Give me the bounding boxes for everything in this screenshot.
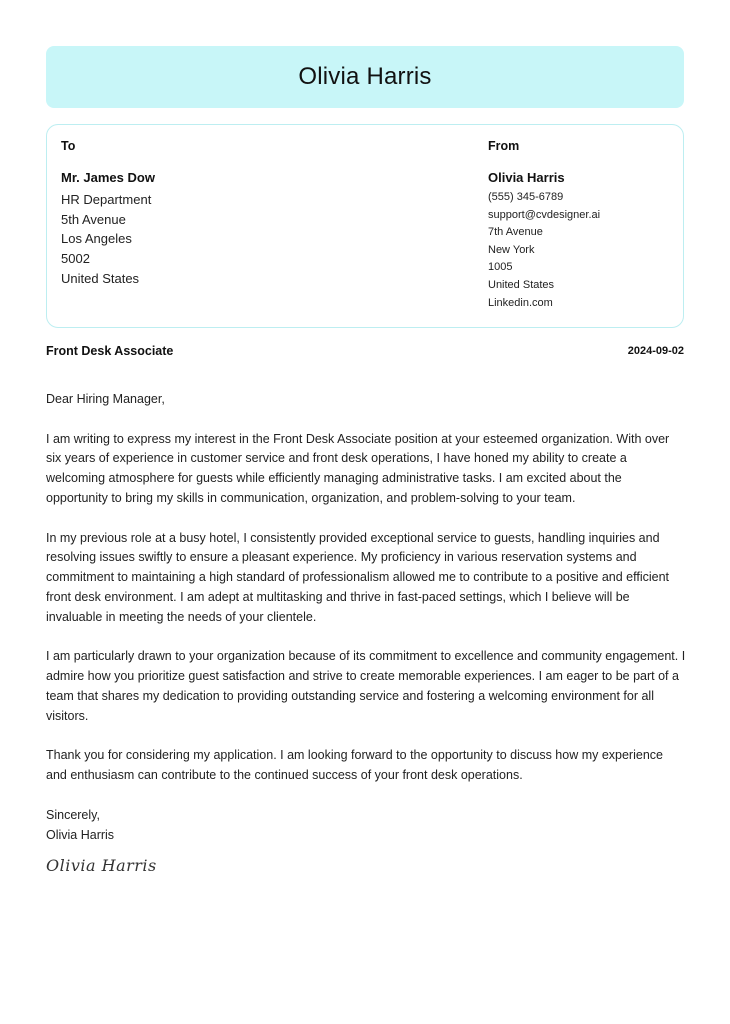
- recipient-country: United States: [61, 270, 140, 286]
- name-header: [46, 46, 684, 108]
- closing-name: Olivia Harris: [46, 827, 115, 842]
- recipient-name: Mr. James Dow: [61, 170, 155, 185]
- recipient-zip: 5002: [61, 251, 90, 267]
- sender-email: support@cvdesigner.ai: [488, 208, 601, 221]
- from-label: From: [488, 139, 520, 153]
- paragraph-3: I am particularly drawn to your organization because of its commitment to excellence and community engagement. I admire how you prioritize guest satisfaction and strive to create memorable experiences. I am eager to be part of a team that shares my dedication to providing outstanding service and fostering a welcoming environment for all visitors.: [46, 649, 686, 723]
- sender-zip: 1005: [488, 261, 513, 274]
- recipient-city: Los Angeles: [61, 231, 132, 247]
- applicant-name: Olivia Harris: [298, 63, 432, 90]
- sender-street: 7th Avenue: [488, 226, 543, 239]
- greeting: Dear Hiring Manager,: [46, 392, 165, 406]
- sender-name: Olivia Harris: [488, 170, 565, 185]
- sender-country: United States: [488, 278, 555, 291]
- letter-date: 2024-09-02: [627, 345, 684, 357]
- recipient-street: 5th Avenue: [61, 211, 126, 227]
- meta-row: [46, 344, 684, 358]
- sender-city: New York: [488, 243, 535, 256]
- sender-phone: (555) 345-6789: [488, 191, 564, 203]
- job-title: Front Desk Associate: [46, 344, 174, 358]
- paragraph-1: I am writing to express my interest in the Front Desk Associate position at your esteemed organization. With over six years of experience in customer service and front desk operations, I have honed my ability to create a welcoming atmosphere for guests while efficiently managing administrative tasks. I am excited about the opportunity to bring my skills in communication, organization, and problem-solving to your team.: [46, 431, 670, 505]
- sender-linkedin: Linkedin.com: [488, 296, 553, 309]
- paragraph-4: Thank you for considering my application. I am looking forward to the opportunity to discuss how my experience and enthusiasm can contribute to the continued success of your front desk operations.: [46, 748, 663, 783]
- closing: Sincerely,: [46, 807, 100, 822]
- sender-block: [488, 139, 600, 312]
- to-label: To: [61, 139, 76, 153]
- address-box: [46, 124, 684, 328]
- paragraph-2: In my previous role at a busy hotel, I consistently provided exceptional service to guests, handling inquiries and resolving issues swiftly to ensure a pleasant experience. My proficiency in various reservation systems and commitment to maintaining a high standard of professionalism allowed me to contribute to a positive and efficient front desk environment. I am adept at multitasking and thrive in fast-paced settings, which I believe will be invaluable in meeting the needs of your clientele.: [46, 530, 670, 624]
- signature: Olivia Harris: [46, 856, 157, 875]
- recipient-department: HR Department: [61, 192, 152, 207]
- letter-body: [46, 390, 686, 845]
- recipient-block: [61, 139, 155, 289]
